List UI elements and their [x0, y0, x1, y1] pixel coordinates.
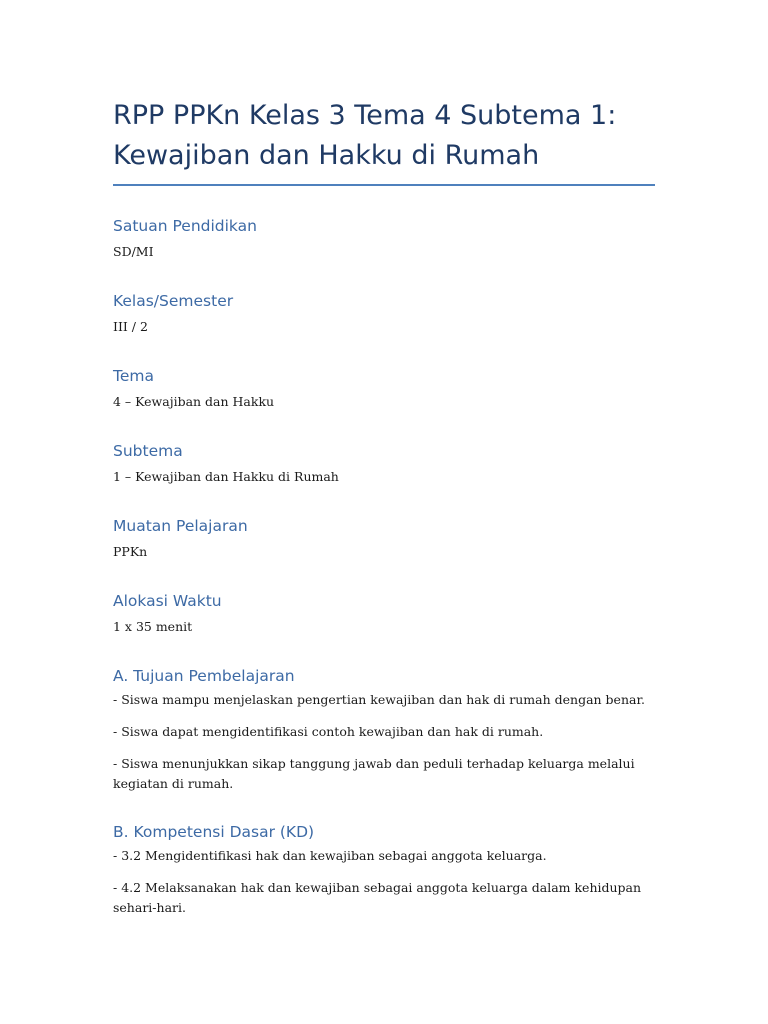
section-value: 1 x 35 menit	[113, 619, 193, 634]
list-item: - Siswa dapat mengidentifikasi contoh kewajiban dan hak di rumah.	[113, 724, 544, 739]
section-value: SD/MI	[113, 244, 154, 259]
section-tema	[113, 366, 655, 411]
section-value: III / 2	[113, 319, 148, 334]
section-heading: Tema	[113, 367, 154, 385]
document-title: RPP PPKn Kelas 3 Tema 4 Subtema 1: Kewajiban dan Hakku di Rumah	[113, 96, 655, 186]
section-alokasi-waktu	[113, 591, 655, 636]
list-item: - 4.2 Melaksanakan hak dan kewajiban sebagai anggota keluarga dalam kehidupan sehari-hari.	[113, 880, 642, 915]
section-tujuan-pembelajaran	[113, 666, 655, 794]
section-heading: Kelas/Semester	[113, 292, 234, 310]
section-subtema	[113, 441, 655, 486]
section-heading: Alokasi Waktu	[113, 592, 222, 610]
list-item: - Siswa menunjukkan sikap tanggung jawab dan peduli terhadap keluarga melalui kegiatan di rumah.	[113, 756, 635, 791]
list-item: - 3.2 Mengidentifikasi hak dan kewajiban sebagai anggota keluarga.	[113, 848, 547, 863]
section-value: 1 – Kewajiban dan Hakku di Rumah	[113, 469, 339, 484]
section-heading: Satuan Pendidikan	[113, 217, 257, 235]
section-heading: Subtema	[113, 442, 183, 460]
list-item: - Siswa mampu menjelaskan pengertian kewajiban dan hak di rumah dengan benar.	[113, 692, 646, 707]
document-page	[113, 96, 655, 946]
section-kompetensi-dasar	[113, 822, 655, 918]
section-value: PPKn	[113, 544, 148, 559]
info-sections	[113, 216, 655, 918]
section-satuan-pendidikan	[113, 216, 655, 261]
section-kelas-semester	[113, 291, 655, 336]
section-heading: A. Tujuan Pembelajaran	[113, 667, 295, 685]
section-heading: Muatan Pelajaran	[113, 517, 248, 535]
section-value: 4 – Kewajiban dan Hakku	[113, 394, 275, 409]
section-muatan-pelajaran	[113, 516, 655, 561]
section-heading: B. Kompetensi Dasar (KD)	[113, 823, 315, 841]
